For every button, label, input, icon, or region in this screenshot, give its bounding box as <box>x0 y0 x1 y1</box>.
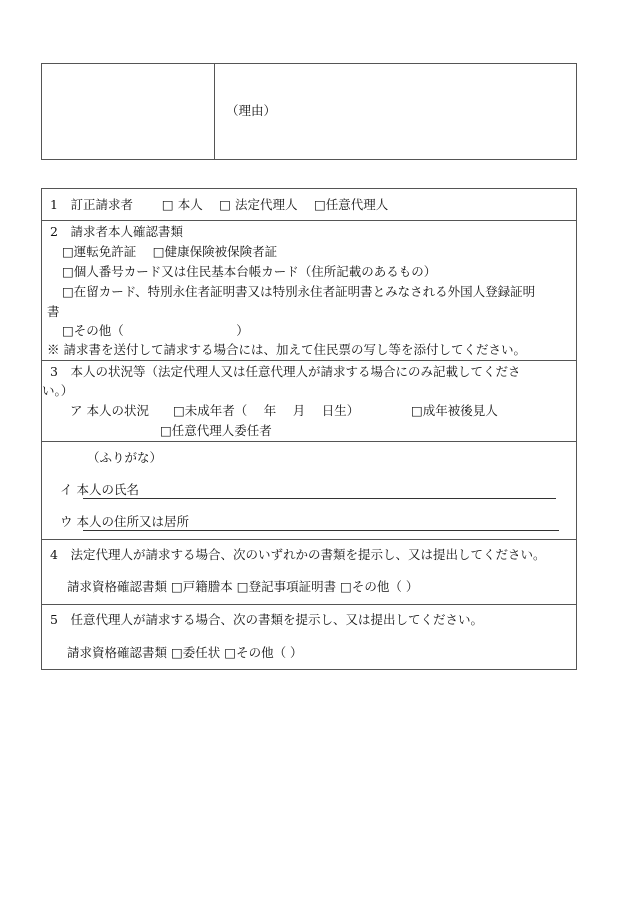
row-divider-5 <box>41 604 577 605</box>
legal-agent-docs: 請求資格確認書類 □戸籍謄本 □登記事項証明書 □その他（ ） <box>67 579 419 594</box>
option-minor: □未成年者（ 年 月 日生） <box>173 403 360 418</box>
principal-status-title: 3 本人の状況等（法定代理人又は任意代理人が請求する場合にのみ記載してくださ <box>50 364 521 379</box>
voluntary-agent-title: 5 任意代理人が請求する場合、次の書類を提示し、又は提出してください。 <box>50 612 483 627</box>
mailing-note: ※ 請求書を送付して請求する場合には、加えて住民票の写し等を添付してください。 <box>47 342 526 357</box>
row-divider-4 <box>41 539 577 540</box>
id-documents-line-2: □個人番号カード又は住民基本台帳カード（住所記載のあるもの） <box>62 264 437 279</box>
top-table-divider <box>214 63 215 160</box>
top-table <box>41 63 577 160</box>
principal-address-field[interactable] <box>83 530 559 531</box>
principal-name-field[interactable] <box>83 498 556 499</box>
option-adult-ward: □成年被後見人 <box>411 403 498 418</box>
option-principal: □任意代理人委任者 <box>160 423 272 438</box>
id-documents-line-3-cont: 書 <box>47 304 60 319</box>
id-documents-title: 2 請求者本人確認書類 <box>50 224 183 239</box>
id-documents-line-3: □在留カード、特別永住者証明書又は特別永住者証明書とみなされる外国人登録証明 <box>62 284 536 299</box>
id-documents-line-1: □運転免許証 □健康保険被保険者証 <box>62 244 278 259</box>
row-divider-2 <box>41 360 577 361</box>
requester-type-line: 1 訂正請求者 □ 本人 □ 法定代理人 □任意代理人 <box>50 197 389 212</box>
furigana-label: （ふりがな） <box>87 450 163 465</box>
voluntary-agent-docs: 請求資格確認書類 □委任状 □その他（ ） <box>67 645 303 660</box>
principal-address-label: ウ 本人の住所又は居所 <box>60 514 189 529</box>
principal-status-title-cont: い。） <box>42 383 74 398</box>
row-divider-1 <box>41 220 577 221</box>
reason-label: （理由） <box>226 103 277 118</box>
principal-status-label: ア 本人の状況 <box>70 403 149 418</box>
id-documents-other: □その他（ ） <box>62 323 249 338</box>
principal-name-label: イ 本人の氏名 <box>60 482 139 497</box>
row-divider-3 <box>41 441 577 442</box>
form-table <box>41 188 577 670</box>
legal-agent-title: 4 法定代理人が請求する場合、次のいずれかの書類を提示し、又は提出してください。 <box>50 547 546 562</box>
